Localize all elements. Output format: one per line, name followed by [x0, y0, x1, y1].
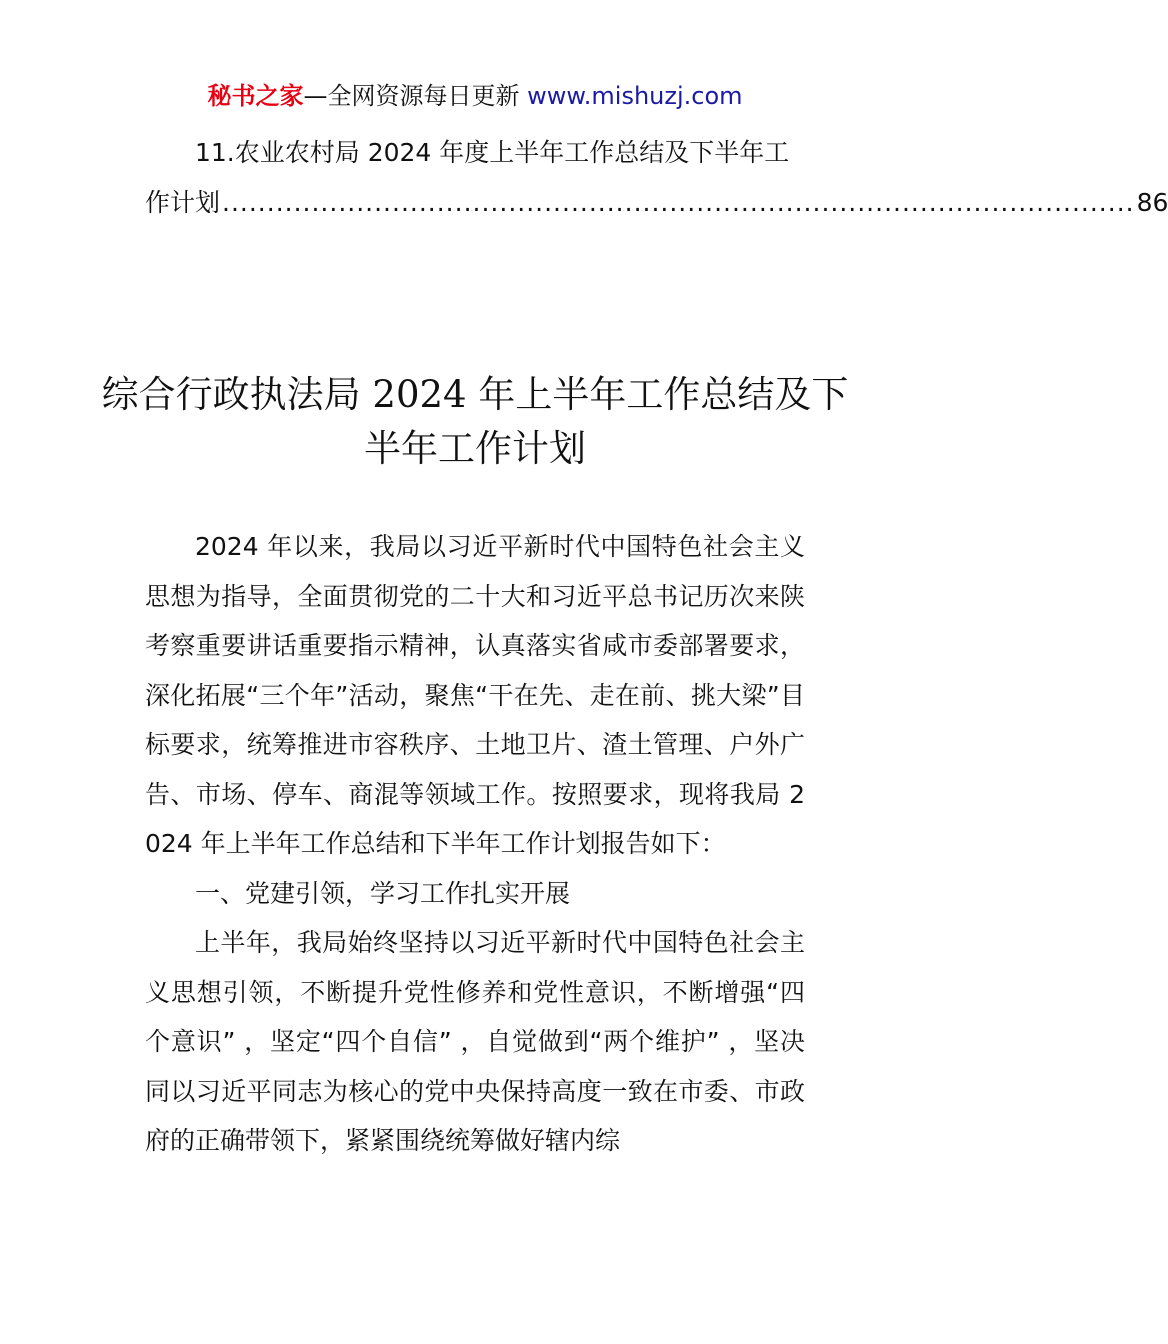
body-paragraph: 上半年，我局始终坚持以习近平新时代中国特色社会主义思想引领，不断提升党性修养和党性意识，不断增强“四个意识” ，坚定“四个自信” ，自觉做到“两个维护” ，坚决同以习近平同志为核心的党中央保持高度一致在市委、市政府的正确带领下，紧紧围绕统筹做好辖内综 — [145, 928, 805, 1155]
site-header — [0, 80, 950, 112]
site-url-link[interactable]: www.mishuzj.com — [527, 82, 743, 110]
site-tagline: —全网资源每日更新 — [303, 82, 528, 110]
section-heading: 一、党建引领，学习工作扎实开展 — [195, 878, 571, 908]
toc-entry-continuation — [145, 178, 1168, 228]
toc-page-number: 86 — [1136, 188, 1168, 217]
toc-entry-title-end: 作计划 — [145, 188, 221, 217]
body-paragraph-intro: 2024 年以来，我局以习近平新时代中国特色社会主义思想为指导，全面贯彻党的二十大和习近平总书记历次来陕考察重要讲话重要指示精神，认真落实省咸市委部署要求，深化拓展“三个年”活动，聚焦“干在先、走在前、挑大梁”目标要求，统筹推进市容秩序、土地卫片、渣土管理、户外广告、市场、停车、商混等领域工作。按照要求，现将我局 2024 年上半年工作总结和下半年工作计划报告如下： — [145, 532, 805, 858]
document-title: 综合行政执法局 2024 年上半年工作总结及下半年工作计划 — [101, 373, 849, 470]
toc-entry[interactable] — [145, 128, 1168, 228]
site-brand: 秘书之家 — [207, 82, 304, 110]
toc-entry-title: 11.农业农村局 2024 年度上半年工作总结及下半年工 — [195, 138, 790, 167]
document-body — [145, 522, 805, 1166]
toc-dot-leader: ...................................................................................................... — [222, 188, 1135, 217]
